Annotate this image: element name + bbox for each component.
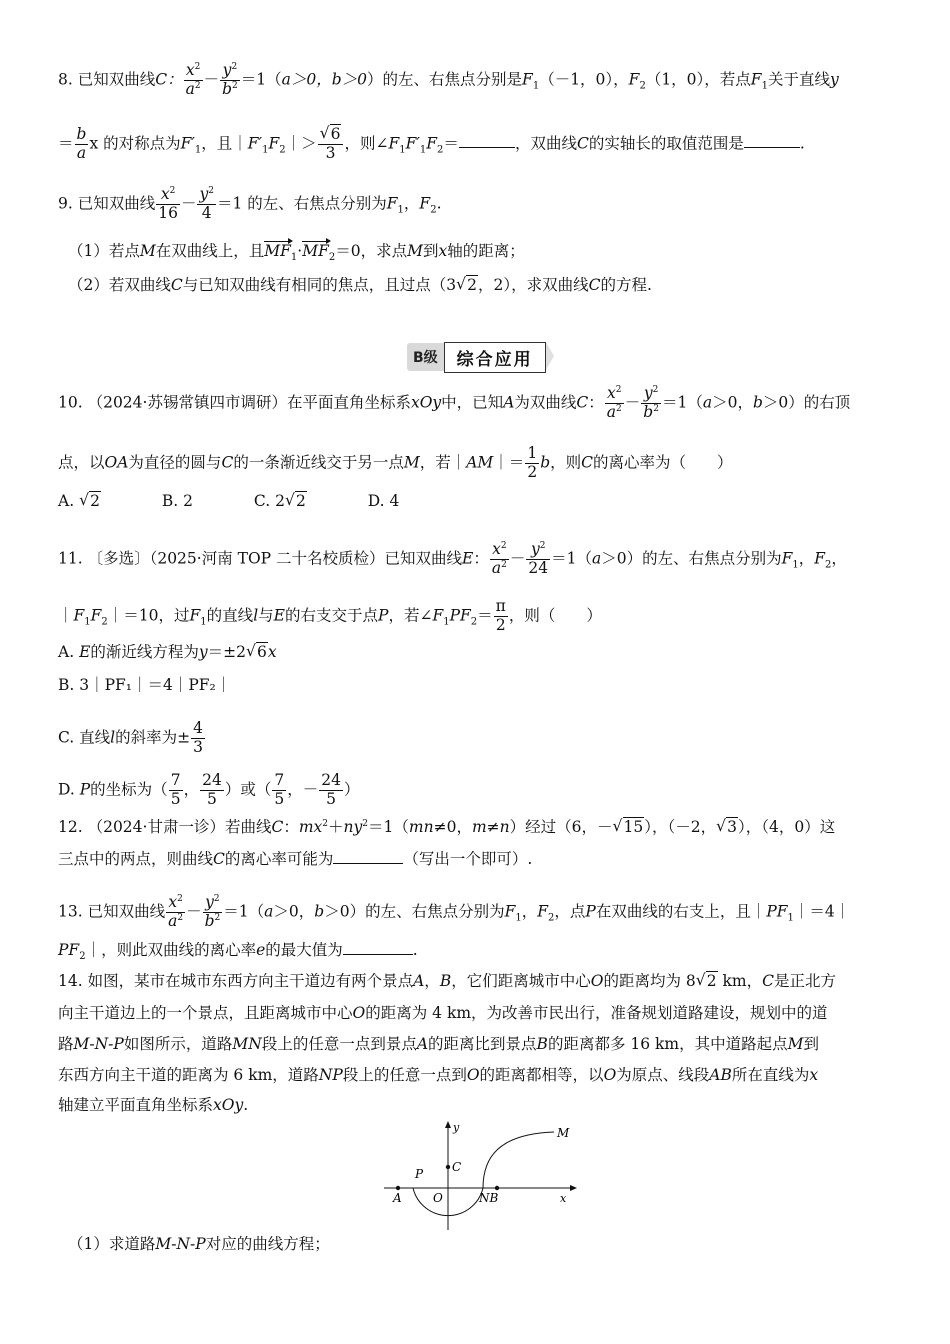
q11-option-b[interactable]: B. 3｜PF₁｜＝4｜PF₂｜ xyxy=(58,676,232,694)
q8-line1: 8. 已知双曲线C： $\frac{x^2}{a^2}$ － $\frac{y^2}{b^2}$ ＝1（a＞0，b＞0）的左、右焦点分别是$F_1(-1$，0），$F_2(1$，0），若点$F_1$关于直线y xyxy=(58,61,839,99)
q14-part1: （1）求道路M-N-P对应的曲线方程； xyxy=(68,1235,330,1253)
q8-frac-ba: $\frac{b}{a}$ xyxy=(76,125,87,162)
q12-line2: 三点中的两点，则曲线C的离心率可能为 （写出一个即可）. xyxy=(58,850,533,868)
q8-frac-sqrt6-3: √ $\frac{6}{3}$ xyxy=(318,126,344,163)
label-x: x xyxy=(560,1192,567,1205)
point-a xyxy=(396,1186,400,1190)
q11-stem: 11. 〔多选〕（2025·河南 TOP 二十名校质检）已知双曲线E： $\frac{x^2}{a^2}$ － $\frac{y^2}{24}$ ＝1（a＞0）的左、右焦点分别为$F_1$，$F_2$， xyxy=(58,540,847,578)
q13-blank[interactable] xyxy=(343,954,413,955)
q9-frac-y2-4: $\frac{y^2}{4}$ xyxy=(199,185,214,222)
q8-frac-x2a2: $\frac{x^2}{a^2}$ xyxy=(185,61,201,99)
q9-stem: 9. 已知双曲线 $\frac{x^2}{16}$ － $\frac{y^2}{4}$ ＝1 的左、右焦点分别为$F_1$，$F_2$. xyxy=(58,185,442,222)
q13-stem: 13. 已知双曲线 $\frac{x^2}{a^2}$ － $\frac{y^2}{b^2}$ ＝1（a＞0，b＞0）的左、右焦点分别为$F_1$，$F_2$，点P在双曲线的右支上，且$|PF_1|=4|$ xyxy=(58,893,851,931)
label-p: P xyxy=(415,1167,424,1181)
q11-option-d[interactable]: D. P的坐标为（ $\frac{7}{5}$ ， $\frac{24}{5}$ ）或（ $\frac{7}{5}$ ，－ $\frac{24}{5}$ ） xyxy=(58,771,360,808)
q10-stem: 10. （2024·苏锡常镇四市调研）在平面直角坐标系xOy中，已知A为双曲线C： $\frac{x^2}{a^2}$ － $\frac{y^2}{b^2}$ ＝1（a＞0，b＞0）的右顶 xyxy=(58,384,851,422)
q9-part2: （2）若双曲线C与已知双曲线有相同的焦点，且过点（3√ 2，2），求双曲线C的方程. xyxy=(68,278,892,294)
x-axis-arrow xyxy=(570,1185,577,1191)
q12-blank[interactable] xyxy=(333,863,403,864)
q14-line5: 轴建立平面直角坐标系xOy. xyxy=(58,1096,249,1114)
q14-road-figure xyxy=(380,1120,580,1232)
q13-line2: $PF_2|$，则此双曲线的离心率e的最大值为 . xyxy=(58,941,418,963)
vec-MF2: MF xyxy=(302,242,329,260)
section-heading xyxy=(407,343,546,371)
q8-blank-range[interactable] xyxy=(744,147,800,148)
label-m: M xyxy=(557,1126,570,1140)
q9-part1: （1）若点M在双曲线上，且$MF_1\cdot MF_2=0$，求点M到x轴的距离； xyxy=(68,242,525,264)
q14-line1: 14. 如图，某市在城市东西方向主干道边有两个景点A，B，它们距离城市中心O的距离均为 8√ 2 km，C是正北方 xyxy=(58,974,892,990)
label-o: O xyxy=(433,1191,443,1205)
point-c xyxy=(446,1165,450,1169)
q8-line2: ＝ $\frac{b}{a}$ x 的对称点为$F'_1$，且$|F'_1F_2|>$ √ $\frac{6}{3}$ ，则$\angle F_1F'_1F_2=$ ，双曲线C的实轴长的取值范围是 . xyxy=(58,126,892,163)
curve-mn xyxy=(483,1132,554,1188)
y-axis-arrow xyxy=(445,1121,451,1128)
vec-MF1: MF xyxy=(264,242,291,260)
label-a: A xyxy=(393,1191,402,1205)
q9-frac-x2-16: $\frac{x^2}{16}$ xyxy=(158,185,178,222)
q10-line2: 点，以OA为直径的圆与C的一条渐近线交于另一点M，若｜AM｜＝ $\frac{1}{2}$ b，则C的离心率为（ ） xyxy=(58,444,733,481)
q11-option-a[interactable]: A. E的渐近线方程为y＝±2√ 6x xyxy=(58,645,892,661)
label-nb: NB xyxy=(479,1191,499,1205)
q12-stem: 12. （2024·甘肃一诊）若曲线C：$mx^2+ny^2=1(mn\ne 0$，m≠n）经过（6，－√ 15），（－2，√ 3），（4，0）这 xyxy=(58,820,892,836)
q14-line3: 路M-N-P如图所示，道路MN段上的任意一点到景点A的距离比到景点B的距离都多 16 km，其中道路起点M到 xyxy=(58,1035,819,1053)
label-c: C xyxy=(452,1160,462,1174)
q14-line2: 向主干道边上的一个景点，且距离城市中心O的距离为 4 km，为改善市民出行，准备规划道路建设，规划中的道 xyxy=(58,1004,828,1022)
section-level: B级 xyxy=(407,343,444,371)
q10-option-a[interactable]: A. √ 2 xyxy=(58,492,101,510)
q8-frac-y2b2: $\frac{y^2}{b^2}$ xyxy=(222,61,238,99)
point-b xyxy=(495,1186,499,1190)
q10-options xyxy=(58,494,892,510)
q10-option-b[interactable]: B. 2 xyxy=(161,492,193,510)
q11-option-c[interactable]: C. 直线l的斜率为± $\frac{4}{3}$ xyxy=(58,719,204,756)
q14-line4: 东西方向主干道的距离为 6 km，道路NP段上的任意一点到O的距离都相等，以O为原点、线段AB所在直线为x xyxy=(58,1066,819,1084)
q11-line2: $|F_1F_2|=10$，过$F_1$的直线l与E的右支交于点P，若$\angle F_1PF_2=$ $\frac{\pi}{2}$ ，则（ ） xyxy=(58,597,602,634)
section-title: 综合应用 xyxy=(444,342,546,373)
q8-blank-angle[interactable] xyxy=(459,147,515,148)
label-y: y xyxy=(453,1121,460,1134)
q10-option-d[interactable]: D. 4 xyxy=(367,492,400,510)
q10-option-c[interactable]: C. 2√ 2 xyxy=(254,492,307,510)
